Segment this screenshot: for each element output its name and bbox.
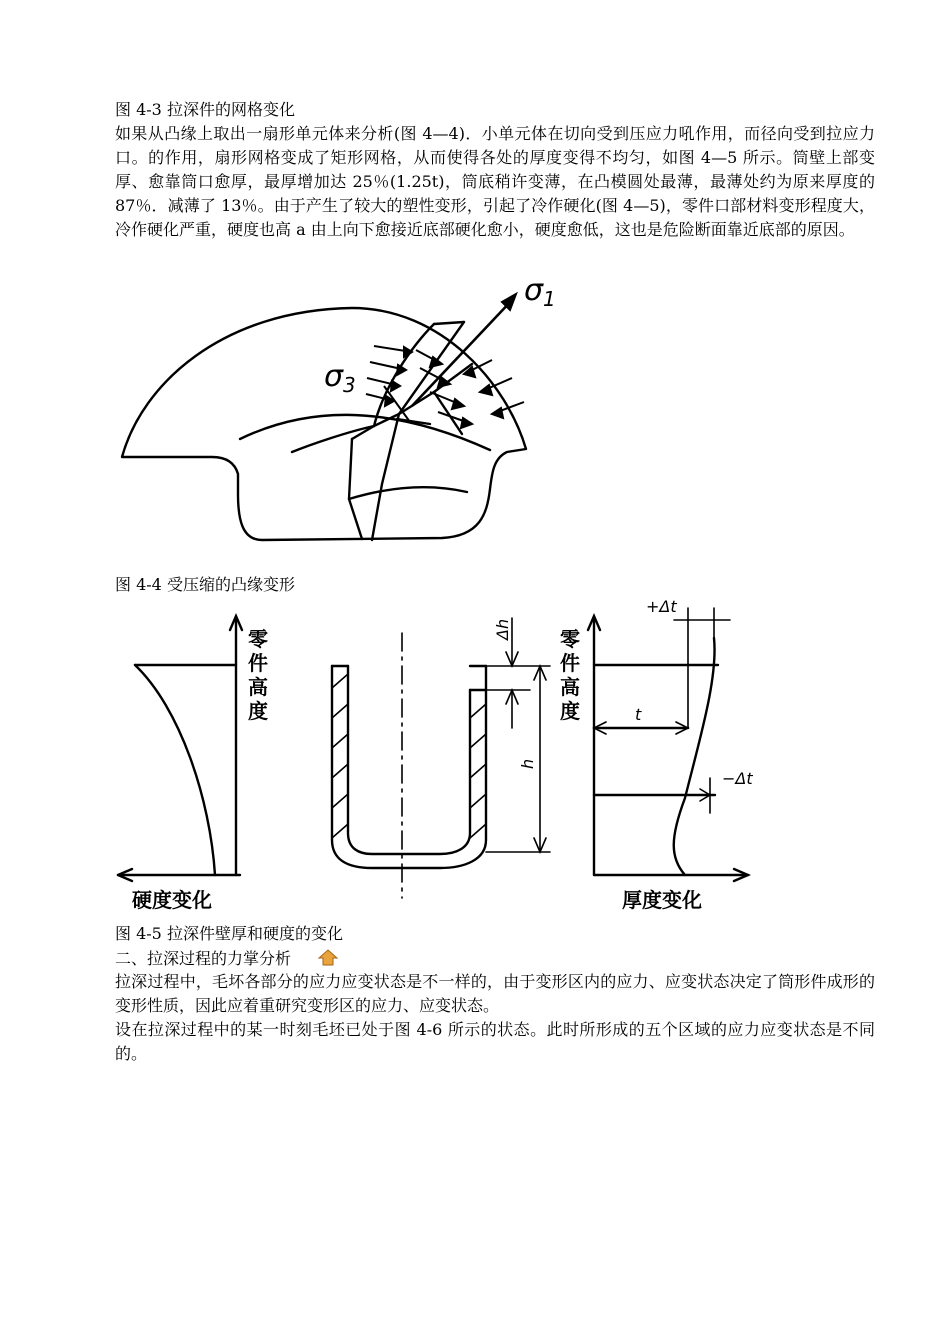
t-label: t	[635, 705, 642, 724]
thickness-change-label: 厚度变化	[622, 888, 702, 912]
height-axis-right-char-2: 件	[560, 651, 580, 675]
height-axis-left-char-2: 件	[248, 651, 268, 675]
section-heading-text: 二、拉深过程的力掌分析	[115, 949, 292, 968]
sigma3-label: $\sigma_3$	[324, 359, 356, 397]
hardness-change-label: 硬度变化	[132, 888, 212, 912]
paragraph-flange-analysis: 如果从凸缘上取出一扇形单元体来分析(图 4—4)．小单元体在切向受到压应力吼作用，而径向受到拉应力口。的作用，扇形网格变成了矩形网格，从而使得各处的厚度变得不均匀，如图 4—5 所示。筒壁上部变厚、愈靠筒口愈厚，最厚增加达 25％(1.25t)，筒底稍许变薄，在凸模圆处最薄，最薄处约为原来厚度的 87％．减薄了 13％。由于产生了较大的塑性变形，引起了冷作硬化(图 4—5)，零件口部材料变形程度大，冷作硬化严重，硬度也高 a 由上向下愈接近底部硬化愈小，硬度愈低，这也是危险断面靠近底部的原因。	[115, 124, 875, 239]
plus-delta-t-label: +Δt	[646, 597, 677, 616]
paragraph-five-zones: 设在拉深过程中的某一时刻毛坯已处于图 4-6 所示的状态。此时所形成的五个区域的应力应变状态是不同的。	[115, 1020, 875, 1063]
height-axis-right-char-1: 零	[560, 627, 580, 651]
figure-4-4-caption: 图 4-4 受压缩的凸缘变形	[115, 575, 295, 594]
height-axis-left-char-4: 度	[248, 699, 268, 723]
figure-4-5-diagram	[110, 598, 760, 918]
delta-h-label: Δh	[493, 618, 512, 640]
h-label: h	[518, 758, 537, 769]
section-heading	[115, 946, 316, 971]
paragraph-stress-state: 拉深过程中，毛坏各部分的应力应变状态是不一样的，由于变形区内的应力、应变状态决定了筒形件成形的变形性质，因此应着重研究变形区的应力、应变状态。	[115, 972, 875, 1015]
figure-4-3-caption: 图 4-3 拉深件的网格变化	[115, 100, 295, 119]
figure-4-4-flange-diagram	[112, 273, 556, 544]
minus-delta-t-label: −Δt	[722, 769, 753, 788]
sigma1-label: $\sigma_1$	[524, 273, 556, 311]
height-axis-right-char-3: 高	[560, 675, 580, 699]
home-icon[interactable]	[318, 949, 338, 967]
height-axis-right-char-4: 度	[560, 699, 580, 723]
height-axis-left-char-3: 高	[248, 675, 268, 699]
figure-4-5-caption: 图 4-5 拉深件壁厚和硬度的变化	[115, 924, 343, 943]
height-axis-left-char-1: 零	[248, 627, 268, 651]
